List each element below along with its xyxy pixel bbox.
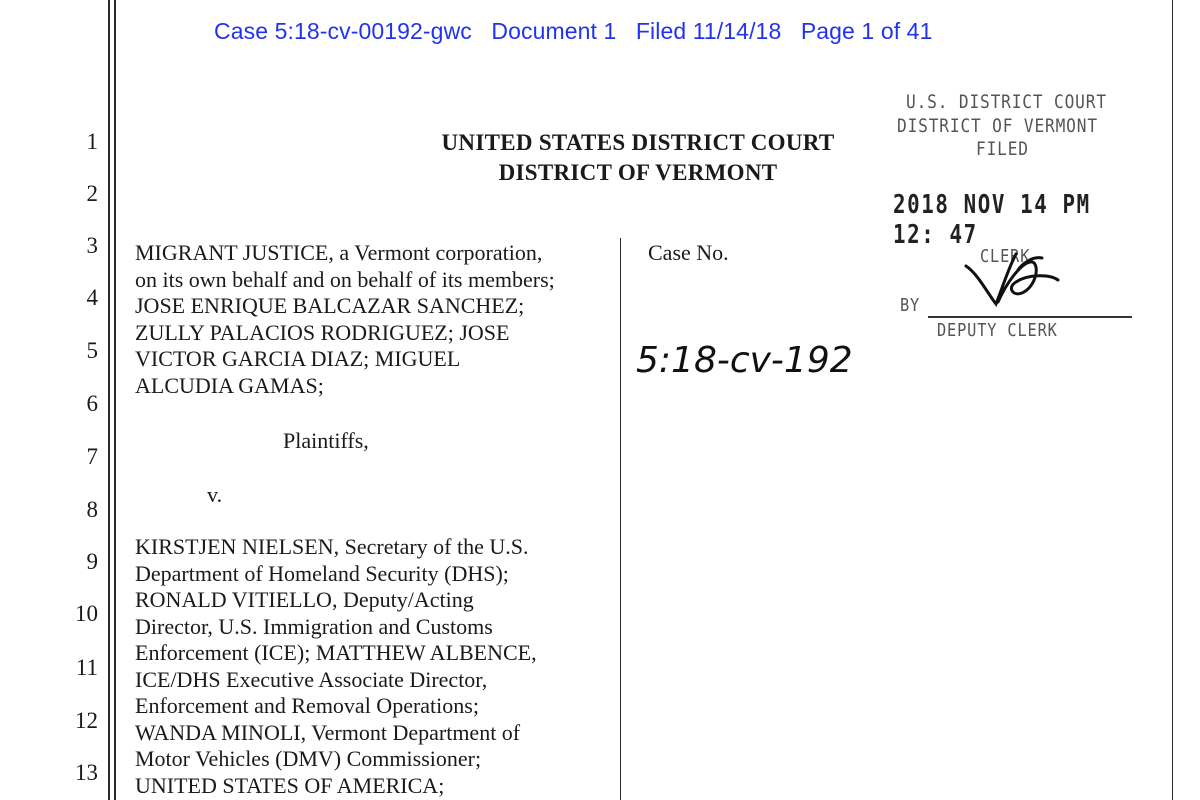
stamp-date: 2018 NOV 14 PM 12: 47 — [893, 190, 1091, 250]
line-number: 2 — [86, 181, 98, 206]
defendant-line: UNITED STATES OF AMERICA; — [135, 772, 445, 798]
stamp-filed: FILED — [976, 138, 1029, 160]
case-header — [214, 18, 932, 45]
plaintiffs-list — [135, 240, 615, 399]
signature-line — [928, 316, 1132, 318]
clerk-signature-icon — [958, 244, 1068, 314]
line-number: 3 — [86, 233, 98, 258]
defendant-line: ICE/DHS Executive Associate Director, — [135, 666, 488, 692]
defendant-line: WANDA MINOLI, Vermont Department of — [135, 719, 521, 745]
defendant-line: Department of Homeland Security (DHS); — [135, 560, 509, 586]
line-number: 8 — [86, 497, 98, 522]
left-margin-rule-inner — [114, 0, 116, 800]
defendant-line: RONALD VITIELLO, Deputy/Acting — [135, 587, 474, 612]
line-number: 6 — [86, 391, 98, 416]
line-number: 7 — [86, 444, 98, 469]
versus-label: v. — [207, 482, 223, 507]
plaintiff-line: JOSE ENRIQUE BALCAZAR SANCHEZ; — [135, 293, 525, 318]
defendant-line: Director, U.S. Immigration and Customs — [135, 613, 493, 639]
plaintiff-line: ALCUDIA GAMAS; — [135, 372, 324, 398]
header-page: Page 1 of 41 — [800, 18, 933, 44]
caption-divider — [620, 238, 621, 800]
court-title — [388, 128, 888, 188]
stamp-by: BY — [900, 295, 921, 316]
right-margin-rule — [1172, 0, 1173, 800]
court-district: DISTRICT OF VERMONT — [498, 160, 778, 185]
defendant-line: Enforcement (ICE); MATTHEW ALBENCE, — [135, 640, 537, 665]
handwritten-case-number — [636, 332, 916, 392]
stamp-deputy-clerk: DEPUTY CLERK — [937, 320, 1058, 341]
court-name: UNITED STATES DISTRICT COURT — [441, 130, 835, 155]
stamp-line-2: DISTRICT OF VERMONT — [897, 115, 1098, 137]
plaintiff-line: on its own behalf and on behalf of its members; — [135, 266, 555, 292]
header-case: Case 5:18-cv-00192-gwc — [214, 18, 472, 44]
line-number: 11 — [75, 655, 98, 680]
line-number: 9 — [86, 549, 98, 574]
defendant-line: Motor Vehicles (DMV) Commissioner; — [135, 746, 482, 771]
line-number: 5 — [86, 338, 98, 363]
defendants-list — [135, 534, 615, 799]
plaintiff-line: VICTOR GARCIA DIAZ; MIGUEL — [135, 346, 461, 371]
case-number-label: Case No. — [648, 240, 729, 265]
plaintiffs-label: Plaintiffs, — [283, 428, 369, 453]
header-filed: Filed 11/14/18 — [635, 18, 782, 44]
defendant-line: KIRSTJEN NIELSEN, Secretary of the U.S. — [135, 534, 529, 559]
stamp-clerk: CLERK — [980, 246, 1031, 267]
line-number: 13 — [75, 760, 98, 785]
stamp-line-1: U.S. DISTRICT COURT — [906, 91, 1107, 113]
line-number: 12 — [75, 708, 98, 733]
line-number: 1 — [86, 129, 98, 154]
defendant-line: Enforcement and Removal Operations; — [135, 693, 479, 718]
plaintiff-line: MIGRANT JUSTICE, a Vermont corporation, — [135, 240, 543, 265]
left-margin-rule — [108, 0, 110, 800]
handwritten-case-number-text: 5:18-cv-192 — [636, 340, 853, 381]
line-number: 4 — [86, 285, 98, 310]
plaintiff-line: ZULLY PALACIOS RODRIGUEZ; JOSE — [135, 319, 510, 345]
line-number: 10 — [75, 601, 98, 626]
header-document: Document 1 — [491, 18, 617, 44]
